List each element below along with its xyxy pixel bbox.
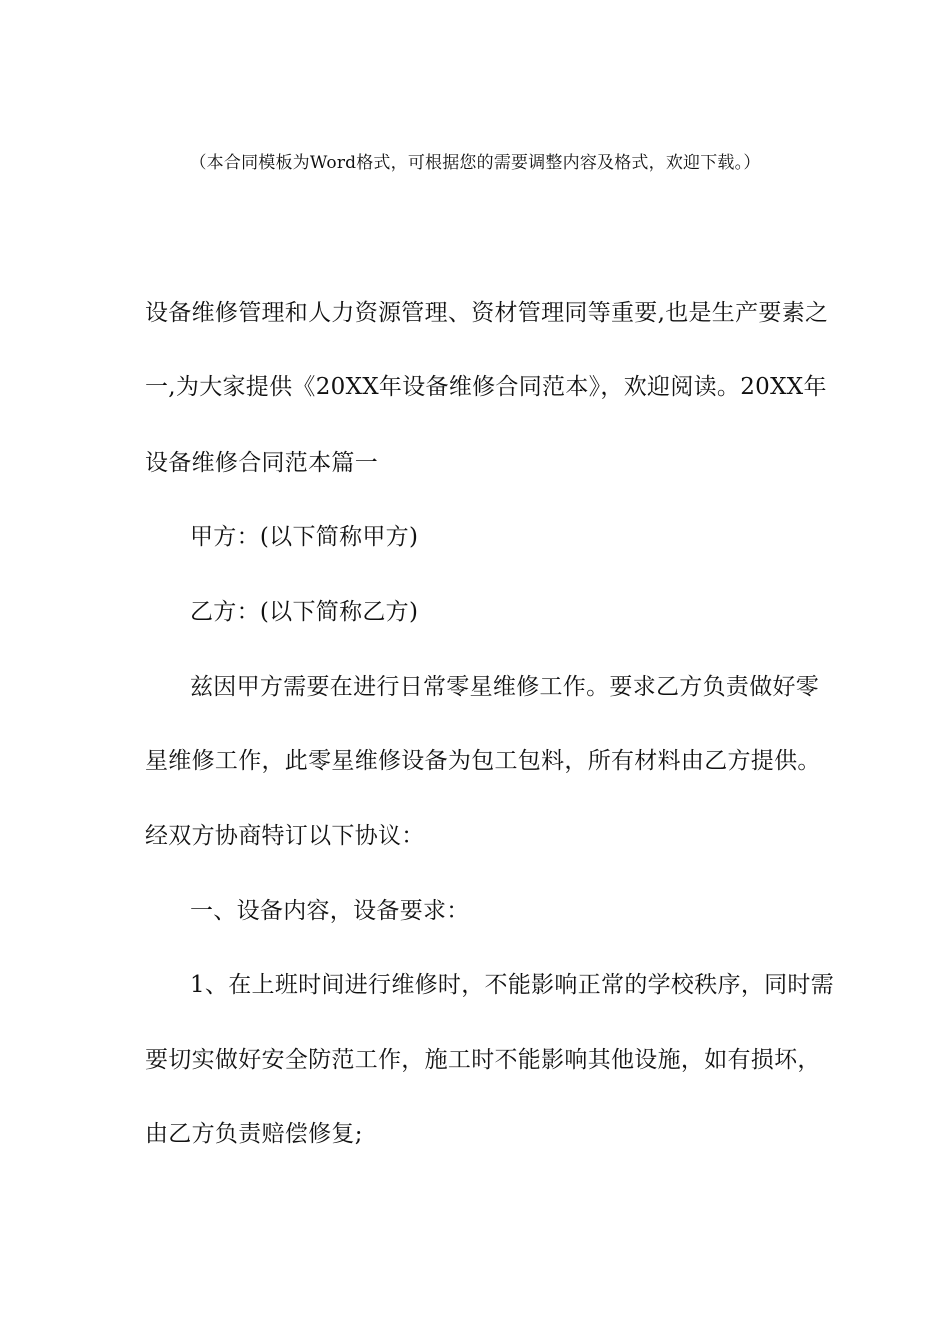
section-heading-1: 一、设备内容，设备要求： — [190, 898, 470, 924]
body-line-6: 兹因甲方需要在进行日常零星维修工作。要求乙方负责做好零 — [190, 674, 820, 700]
party-b-line: 乙方：(以下简称乙方) — [190, 599, 419, 625]
clause-1-line-3: 由乙方负责赔偿修复; — [145, 1121, 363, 1147]
clause-1-line-1: 1、在上班时间进行维修时，不能影响正常的学校秩序，同时需 — [190, 972, 835, 998]
body-line-7: 星维修工作，此零星维修设备为包工包料，所有材料由乙方提供。 — [145, 748, 821, 774]
body-line-8: 经双方协商特订以下协议： — [145, 823, 425, 849]
body-line-3: 设备维修合同范本篇一 — [145, 450, 378, 476]
body-line-1: 设备维修管理和人力资源管理、资材管理同等重要,也是生产要素之 — [145, 300, 829, 326]
clause-1-line-2: 要切实做好安全防范工作，施工时不能影响其他设施，如有损坏， — [145, 1047, 821, 1073]
body-line-2: 一,为大家提供《20XX年设备维修合同范本》，欢迎阅读。20XX年 — [145, 374, 827, 400]
party-a-line: 甲方：(以下简称甲方) — [190, 524, 419, 550]
template-note: （本合同模板为Word格式，可根据您的需要调整内容及格式，欢迎下载。） — [189, 153, 761, 173]
